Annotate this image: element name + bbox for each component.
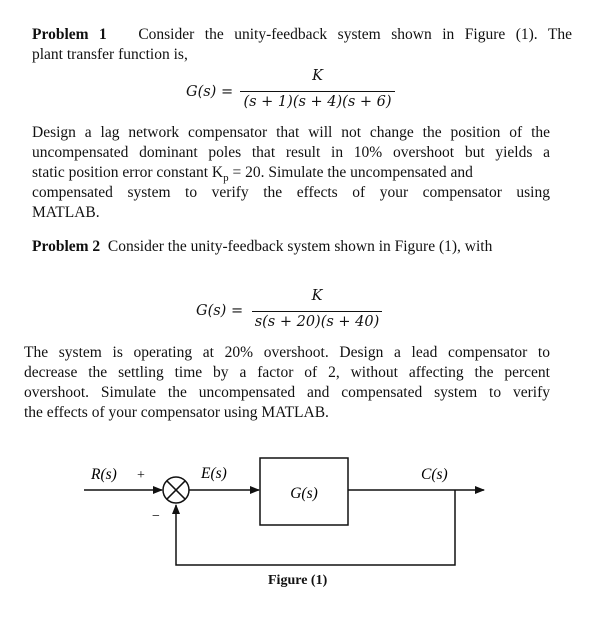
problem1-label: Problem 1 <box>32 26 107 43</box>
problem1-equation-numerator: K <box>312 68 323 84</box>
problem2-body-line3: overshoot. Simulate the uncompensated and compensated system to verify <box>24 384 550 401</box>
block-label: G(s) <box>290 485 318 502</box>
problem2-equation-numerator: K <box>311 288 323 304</box>
problem1-body-line4: compensated system to verify the effects of your compensator using <box>32 184 550 201</box>
problem2-body-line4: the effects of your compensator using MATLAB. <box>24 404 329 421</box>
minus-sign: − <box>152 509 160 524</box>
problem1-equation-lhs: G(s) = <box>186 84 234 100</box>
problem1-intro-line1: Problem 1 Consider the unity-feedback system shown in Figure (1). The <box>32 26 573 43</box>
plus-sign: + <box>137 468 145 483</box>
error-label: E(s) <box>201 465 227 482</box>
problem2-equation-lhs: G(s) = <box>196 303 244 319</box>
problem1-body-line5: MATLAB. <box>32 204 100 221</box>
problem1-intro-line2: plant transfer function is, <box>32 46 188 63</box>
problem1-body-line2: uncompensated dominant poles that result in 10% overshoot but yields a <box>32 144 550 161</box>
problem2-label: Problem 2 <box>32 238 101 255</box>
problem1-body-line1: Design a lag network compensator that will not change the position of the <box>32 124 550 141</box>
problem1-equation-denominator: (s + 1)(s + 4)(s + 6) <box>243 94 392 110</box>
problem2-equation-denominator: s(s + 20)(s + 40) <box>254 314 380 330</box>
problem2-intro: Problem 2 Consider the unity-feedback system shown in Figure (1), with <box>32 238 493 255</box>
problem2-body-line1: The system is operating at 20% overshoot. Design a lead compensator to <box>24 344 550 361</box>
summing-junction <box>163 477 189 503</box>
problem2-body-line2: decrease the settling time by a factor of 2, without affecting the percent <box>24 364 550 381</box>
output-label: C(s) <box>421 466 448 483</box>
problem1-body-line3: static position error constant $K_p = 20$. Simulate the uncompensated and <box>32 164 473 185</box>
figure-caption: Figure (1) <box>268 573 328 588</box>
input-label: R(s) <box>91 466 117 483</box>
